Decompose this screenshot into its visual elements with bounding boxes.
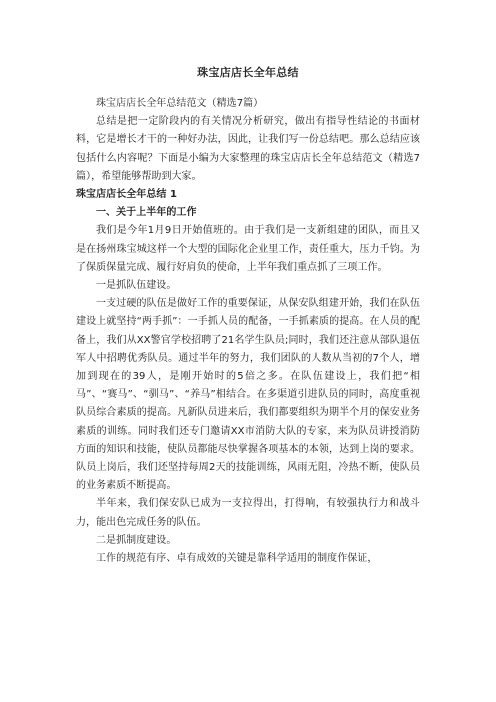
document-body [76, 95, 420, 568]
subsection-heading: 一、关于上半年的工作 [96, 207, 197, 219]
half-year-result-paragraph: 半年来，我们保安队已成为一支拉得出，打得响，有较强执行力和战斗力，能出色完成任务的队伍。 [76, 498, 420, 528]
system-building-paragraph: 工作的规范有序、卓有成效的关键是靠科学适用的制度作保证， [96, 553, 378, 565]
summary-paragraph: 总结是把一定阶段内的有关情况分析研究，做出有指导性结论的书面材料，它是增长才干的一种好办法，因此，让我们写一份总结吧。那么总结应该包括什么内容呢？下面是小编为大家整理的珠宝店店长全年总结范文（精选7篇），希望能够帮助到大家。 [76, 116, 420, 182]
document-title: 珠宝店店长全年总结 [197, 66, 299, 79]
team-building-paragraph: 一支过硬的队伍是做好工作的重要保证，从保安队组建开始，我们在队伍建设上就坚持“两手抓”：一手抓人员的配备，一手抓素质的提高。在人员的配备上，我们从XX警官学校招聘了21名学生队员;同时，我们还注意从部队退伍军人中招聘优秀队员。通过半年的努力，我们团队的人数从当初的7个人，增加到现在的39人，是刚开始时的5倍之多。在队伍建设上，我们把“相马”、“赛马”、“驯马”、“养马”相结合。在多渠道引进队员的同时，高度重视队员综合素质的提高。凡新队员进来后，我们都要组织为期半个月的保安业务素质的训练。同时我们还专门邀请XX市消防大队的专家，来为队员讲授消防方面的知识和技能，使队员都能尽快掌握各项基本的本领，达到上岗的要求。队员上岗后，我们还坚持每周2天的技能训练，风雨无阻，冷热不断，使队员的业务素质不断提高。 [76, 298, 420, 492]
work-start-paragraph: 我们是今年1月9日开始值班的。由于我们是一支新组建的团队，而且又是在扬州珠宝城这样一个大型的国际化企业里工作，责任重大，压力千钧。为了保质保量完成、履行好肩负的使命，上半年我们重点抓了三项工作。 [76, 225, 420, 273]
section-heading: 珠宝店店长全年总结 1 [76, 189, 177, 201]
system-building-heading: 二是抓制度建设。 [96, 534, 177, 546]
team-building-heading: 一是抓队伍建设。 [96, 280, 177, 292]
intro-paragraph: 珠宝店店长全年总结范文（精选7篇） [96, 98, 264, 109]
